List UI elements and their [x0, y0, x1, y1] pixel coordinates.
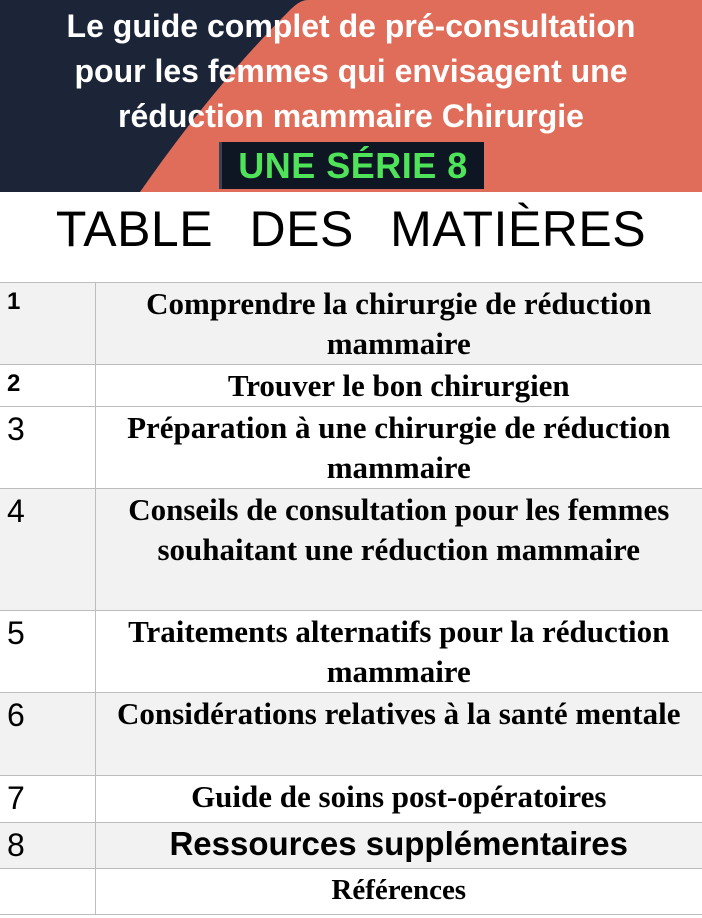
banner-title	[0, 4, 702, 139]
chapter-number: 2	[7, 370, 21, 397]
toc-row-title[interactable]: Ressources supplémentaires	[95, 823, 702, 869]
toc-row-references[interactable]	[0, 869, 702, 915]
toc-row-title[interactable]: Conseils de consultation pour les femmes souhaitant une réduction mammaire	[95, 489, 702, 611]
chapter-number: 7	[7, 780, 25, 816]
toc-row-number	[0, 407, 95, 489]
series-badge: UNE SÉRIE 8	[219, 142, 484, 189]
toc-row-2[interactable]	[0, 365, 702, 407]
chapter-number: 6	[7, 697, 25, 733]
toc-row-number	[0, 776, 95, 823]
chapter-number: 3	[7, 411, 25, 447]
toc-row-title[interactable]: Traitements alternatifs pour la réduction mammaire	[95, 611, 702, 693]
header-banner	[0, 0, 702, 192]
banner-title-line-1: Le guide complet de pré-consultation	[66, 8, 636, 44]
toc-row-number	[0, 693, 95, 776]
chapter-number: 4	[7, 493, 25, 529]
toc-row-number	[0, 823, 95, 869]
toc-row-4[interactable]	[0, 489, 702, 611]
toc-row-8[interactable]	[0, 823, 702, 869]
toc-row-title[interactable]: Considérations relatives à la santé mentale	[95, 693, 702, 776]
toc-table	[0, 282, 702, 915]
banner-title-line-3: réduction mammaire Chirurgie	[118, 98, 584, 134]
banner-title-line-2: pour les femmes qui envisagent une	[74, 53, 628, 89]
toc-row-1[interactable]	[0, 283, 702, 365]
toc-row-number	[0, 489, 95, 611]
chapter-number: 1	[7, 288, 21, 315]
toc-heading: TABLE DES MATIÈRES	[55, 201, 647, 257]
toc-row-6[interactable]	[0, 693, 702, 776]
toc-row-5[interactable]	[0, 611, 702, 693]
toc-row-number	[0, 365, 95, 407]
toc-row-title[interactable]: Comprendre la chirurgie de réduction mammaire	[95, 283, 702, 365]
toc-row-number	[0, 283, 95, 365]
chapter-number: 8	[7, 827, 25, 863]
toc-row-title[interactable]: Guide de soins post-opératoires	[95, 776, 702, 823]
toc-row-title[interactable]: Trouver le bon chirurgien	[95, 365, 702, 407]
chapter-number: 5	[7, 615, 25, 651]
toc-row-title[interactable]: Références	[95, 869, 702, 915]
toc-row-3[interactable]	[0, 407, 702, 489]
toc-row-number	[0, 611, 95, 693]
toc-row-7[interactable]	[0, 776, 702, 823]
toc-row-title[interactable]: Préparation à une chirurgie de réduction mammaire	[95, 407, 702, 489]
toc-row-number	[0, 869, 95, 915]
